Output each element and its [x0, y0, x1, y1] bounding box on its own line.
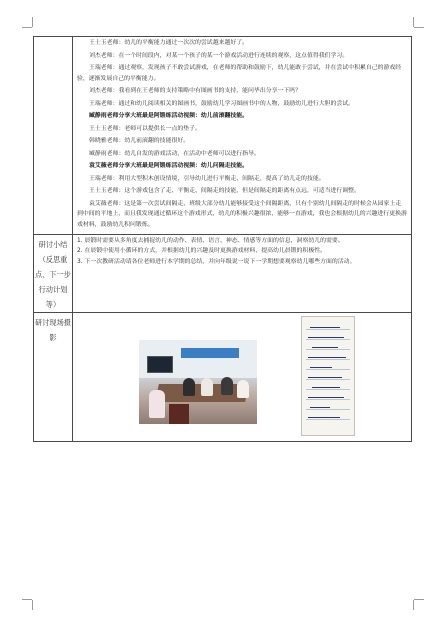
- handwriting-stroke: [308, 397, 344, 398]
- handwriting-stroke: [310, 367, 332, 368]
- transcript-paragraph: 袁艾薇老师：这是第一次尝试间隔走，班级大部分幼儿能够接受这个间隔距离，只有个别幼儿间隔走的时候会从园家上走到中间的平地上，而且我发现通过循环这个游戏形式，幼儿的积极兴趣很浓，能够一直游戏，我也会根据幼儿的兴趣进行更换游戏材料，鼓励幼儿积问锻炼。: [77, 200, 407, 228]
- meeting-room-photo: [139, 340, 257, 424]
- notebook-photo: [301, 316, 355, 436]
- transcript-paragraph: 刘杰老师：在一个时间段内，对某一个孩子的某一个游戏活动进行连续的观察，这点值得我们学习。: [89, 52, 349, 59]
- photo-person: [237, 380, 249, 398]
- handwriting-stroke: [312, 347, 338, 348]
- photo-banner: [181, 348, 239, 358]
- photo-content-cell: [73, 313, 412, 442]
- photo-chair: [169, 404, 189, 424]
- crop-mark-top-left-v: [32, 17, 33, 27]
- handwriting-stroke: [310, 407, 330, 408]
- photo-label: 研讨现场摄影: [34, 313, 73, 442]
- photo-person: [183, 378, 195, 396]
- handwriting-stroke: [310, 327, 340, 328]
- crop-mark-bottom-right: [414, 599, 424, 600]
- photo-person: [201, 378, 213, 396]
- summary-content-cell: [73, 235, 412, 313]
- summary-label: 研讨小结（反思重点、下一步行动计划等）: [34, 235, 73, 313]
- transcript-paragraph: 王瑞老师：通过和幼儿阅读相关的图画书，鼓励幼儿学习图画书中的人物，鼓励幼儿进行大胆的尝试。: [89, 100, 355, 107]
- transcript-paragraph: 韩晓雅老师：幼儿前滚翻的技能很好。: [89, 138, 190, 144]
- photo-row: [34, 313, 412, 442]
- transcript-paragraph: 王士玉老师：幼儿的平衡能力通过一次次的尝试越来越好了。: [89, 40, 249, 46]
- crop-mark-top-left: [22, 27, 32, 28]
- handwriting-stroke: [312, 387, 340, 388]
- handwriting-stroke: [308, 337, 344, 338]
- handwriting-stroke: [308, 357, 346, 358]
- summary-item: 1. 晨锻时需要从多角度去捕捉幼儿的动作、表情、语言、神态、情感等方面的信息，洞察幼儿的需要。: [77, 238, 344, 244]
- transcript-content-cell: [73, 37, 412, 235]
- research-record-table: [33, 36, 412, 442]
- handwriting-stroke: [308, 377, 342, 378]
- crop-mark-top-right-v: [413, 17, 414, 27]
- transcript-paragraph: 王士玉老师：老师可以提供长一点的垫子。: [89, 125, 201, 132]
- transcript-heading: 臧静雨老师分享大班最是阿锻练活动视频：幼儿前滚翻技能。: [89, 113, 249, 119]
- summary-item: 2. 在晨锻中使用小循环的方式，并根据幼儿的兴趣及时更换游戏材料，提高幼儿晨锻的积极性。: [77, 248, 327, 255]
- photo-area: [73, 313, 411, 441]
- transcript-heading: 袁艾薇老师分享大班最是阿锻练活动视频：幼儿问隔走技能。: [89, 163, 249, 169]
- photo-screen: [147, 356, 173, 373]
- photo-person: [221, 377, 233, 395]
- transcript-paragraph: 臧静雨老师：幼儿自发的游戏活动，在活动中老师可以进行指导。: [89, 150, 260, 157]
- crop-mark-top-right: [414, 27, 424, 28]
- crop-mark-bottom-left: [22, 599, 32, 600]
- transcript-row: [34, 37, 412, 235]
- transcript-paragraph: 刘杰老师：我看到在王老师的支持策略中有图画书的支持，能问毕出分享一下吗？: [89, 88, 302, 94]
- transcript-paragraph: 王士玉老师：这个游戏包含了走、平衡走、间隔走的技能，但是间隔走的距离有点远，可适当进行调整。: [89, 188, 360, 194]
- summary-row: [34, 235, 412, 313]
- summary-item: 3. 下一次教研活动请各位老师进行本学期的总结，并向年级说一说下一学期想要观察幼儿哪些方面的活动。: [77, 258, 356, 265]
- photo-person: [149, 390, 165, 418]
- transcript-label-cell: [34, 37, 73, 235]
- crop-mark-bottom-right-v: [413, 600, 414, 610]
- transcript-paragraph: 王瑞老师：利用大型积木创设情境，引导幼儿进行平衡走、间隔走，提高了幼儿走的技能。: [89, 175, 325, 182]
- handwriting-stroke: [308, 417, 340, 418]
- crop-mark-bottom-left-v: [32, 600, 33, 610]
- transcript-paragraph: 王瑞老师：通过观察，发现孩子不敢尝试游戏，在老师的帮助和鼓励下，幼儿能敢于尝试，并在尝试中积累自己的游戏经验，逐渐发展自己的平衡能力。: [77, 65, 402, 82]
